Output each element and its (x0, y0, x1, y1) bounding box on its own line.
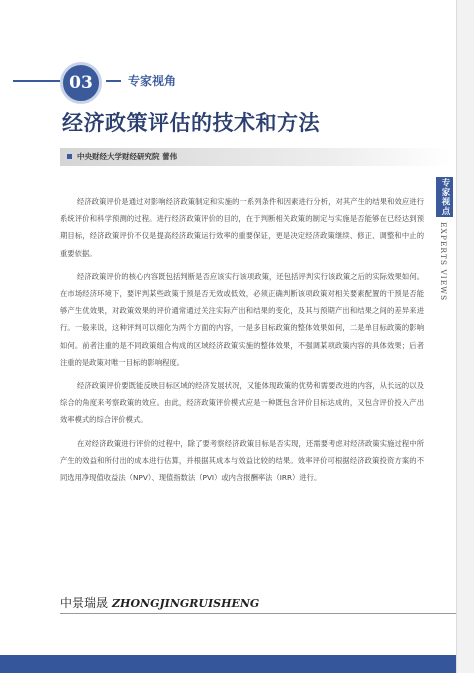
paragraph: 经济政策评价要既能反映目标区域的经济发展状况，又能体现政策的优势和需要改进的内容，从长远的以及综合的角度来考察政策的效应。由此，经济政策评价模式应是一种既包含评价目标达成的，又包含评价投入产出效率模式的综合评价模式。 (60, 381, 424, 425)
bottom-color-bar (0, 655, 456, 673)
footer-brand (60, 594, 259, 611)
author-bullet-icon (67, 154, 72, 159)
side-tab-subtitle: EXPERTS VIEWS (439, 222, 448, 302)
article-author: 中央财经大学财经研究院 蕾伟 (77, 152, 178, 161)
paragraph: 经济政策评价的核心内容既包括判断是否应该实行该项政策，还包括评判实行该政策之后的实际效果如何。在市场经济环境下，要评判某些政策于预是否无效或低效，必须正确判断该项政策对相关要素配置的干预是否能够产生优效果，对政策效果的评价通常通过关注实际产出和结果的变化，及其与预期产出和结果之间的差异来进行。一般来说，这种评判可以细化为两个方面的内容，一是多目标政策的整体效果如何，二是单目标政策的影响如何。前者注重的是不同政策组合构成的区域经济政策实施的整体效果，不强调某项政策内容的具体效果；后者注重的是政策对唯一目标的影响程度。 (60, 271, 424, 367)
section-label: 专家视角 (128, 74, 177, 88)
article-body (60, 193, 424, 492)
header-rule-left (13, 80, 60, 82)
article-title: 经济政策评估的技术和方法 (62, 111, 320, 135)
paragraph: 在对经济政策进行评价的过程中，除了要考察经济政策目标是否实现，还需要考虑对经济政策实施过程中所产生的效益和所付出的成本进行估算，并根据其成本与效益比较的结果。效率评价可根据经济政策投资方案的不同选用净现值收益法（NPV）、现值指数法（PVI）或内含报酬率法（IRR）进行。 (60, 438, 424, 483)
footer-brand-cn: 中景瑞晟 (60, 596, 109, 610)
page-edge (456, 0, 474, 673)
paragraph: 经济政策评价是通过对影响经济政策制定和实施的一系列条件和因素进行分析，对其产生的结果和效应进行系统评价和科学预测的过程。进行经济政策评价的目的，在于判断相关政策的制定与实施是否能够在已经达到预期目标，经济政策评价不仅是提高经济政策运行效率的重要保证，更是决定经济政策继续、修正、调整和中止的重要依据。 (60, 197, 424, 258)
side-tab: 专家视点 (436, 177, 453, 217)
section-number: 03 (69, 73, 93, 93)
section-number-badge (60, 62, 102, 104)
footer-rule (60, 613, 456, 614)
header-rule-right (106, 80, 121, 82)
footer-brand-en: ZHONGJINGRUISHENG (112, 597, 260, 610)
